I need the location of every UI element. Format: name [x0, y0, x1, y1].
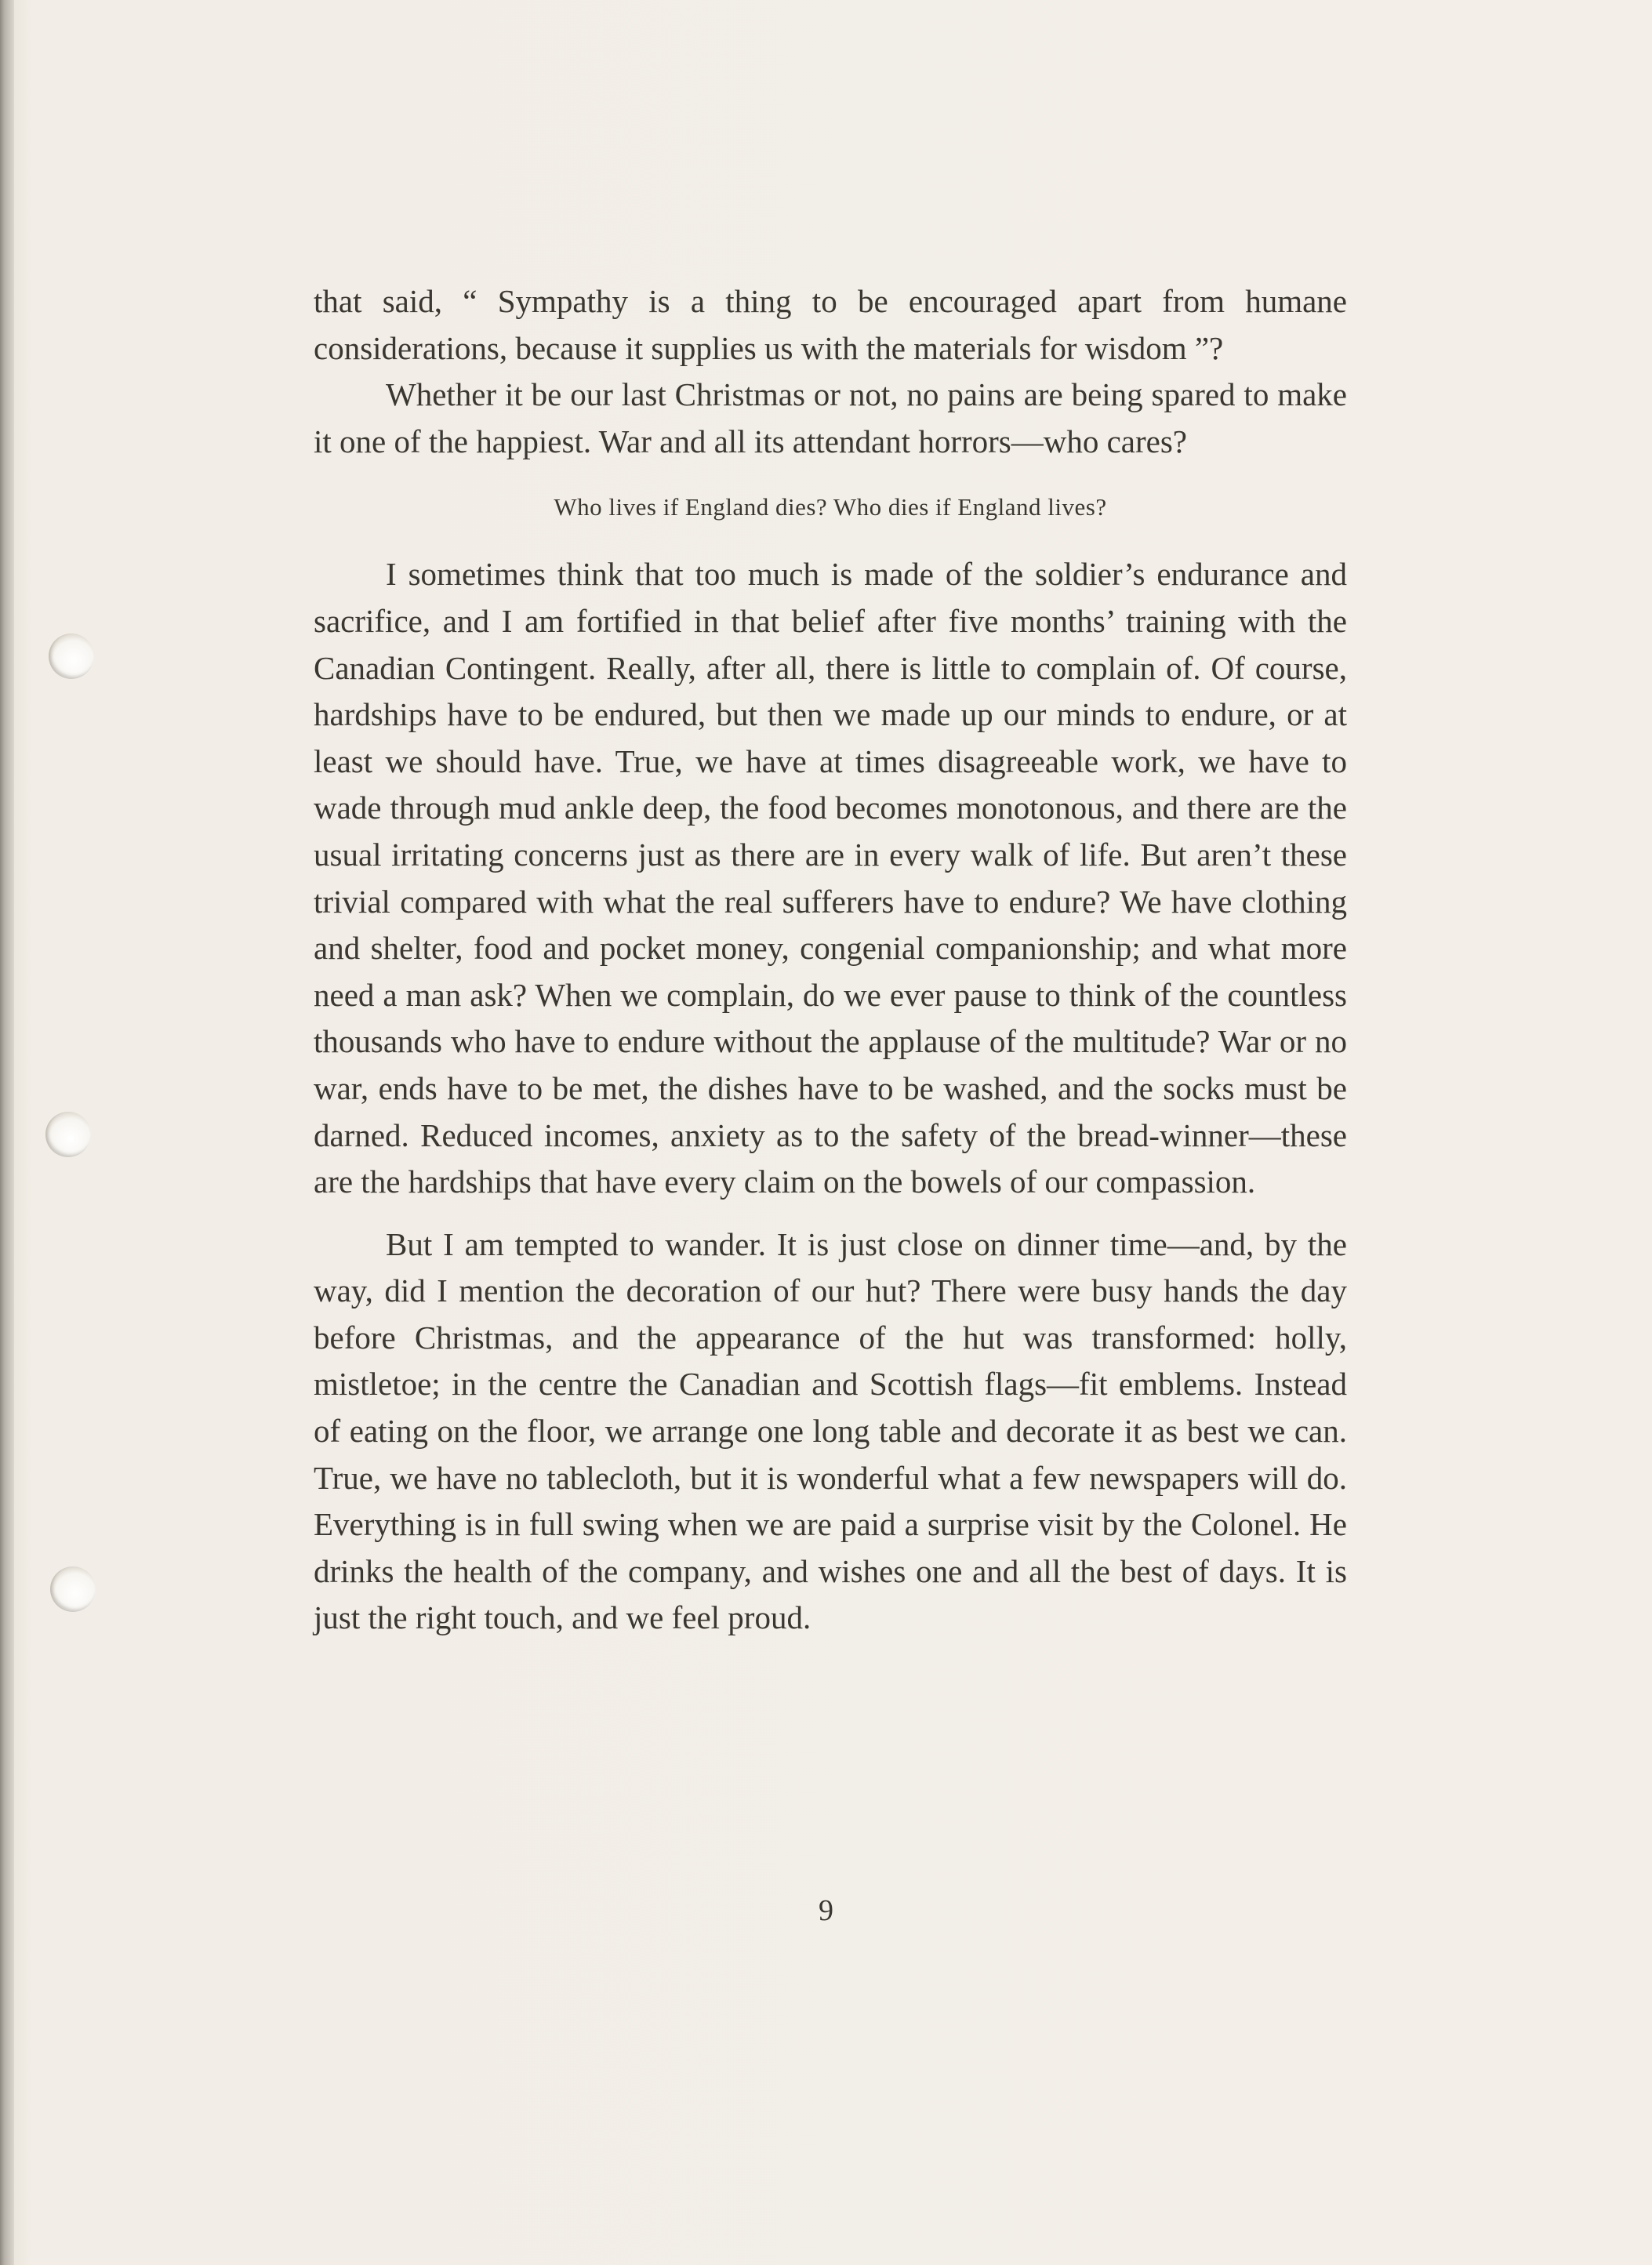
motto-line: Who lives if England dies? Who dies if England lives? — [554, 493, 1107, 521]
paragraph-endurance: I sometimes think that too much is made of the soldier’s endurance and sacrifice, and I am fortified in that belief after five months’ training with the Canadian Contingent. Really, after all, there is little to complain of. Of course, hardships have to be endured, but then we made up our minds to endure, or at least we should have. True, we have at times disagreeable work, we have to wade through mud ankle deep, the food becomes monotonous, and there are the usual irritating concerns just as there are in every walk of life. But aren’t these trivial compared with what the real sufferers have to endure? We have clothing and shelter, food and pocket money, congenial companionship; and what more need a man ask? When we complain, do we ever pause to think of the countless thousands who have to endure without the applause of the multitude? War or no war, ends have to be met, the dishes have to be washed, and the socks must be darned. Reduced incomes, anxiety as to the safety of the bread-winner—these are the hardships that have every claim on the bowels of our compassion. — [314, 556, 1347, 1200]
punch-hole-bottom — [50, 1566, 96, 1612]
punch-hole-middle — [45, 1112, 91, 1157]
paragraph-opening: that said, “ Sympathy is a thing to be encouraged apart from humane considerations, because it supplies us with the materials for wisdom ”? — [314, 283, 1347, 366]
page-number: 9 — [819, 1894, 833, 1927]
body-text — [314, 278, 1347, 1642]
paragraph-dinner: But I am tempted to wander. It is just close on dinner time—and, by the way, did I mention the decoration of our hut? There were busy hands the day before Christmas, and the appearance of the hut was transformed: holly, mistletoe; in the centre the Canadian and Scottish flags—fit emblems. Instead of eating on the floor, we arrange one long table and decorate it as best we can. True, we have no tablecloth, but it is wonderful what a few newspapers will do. Everything is in full swing when we are paid a surprise visit by the Colonel. He drinks the health of the company, and wishes one and all the best of days. It is just the right touch, and we feel proud. — [314, 1225, 1347, 1636]
paragraph-christmas: Whether it be our last Christmas or not, no pains are being spared to make it one of the happiest. War and all its attendant horrors—who cares? — [314, 376, 1347, 459]
punch-hole-top — [49, 633, 94, 679]
